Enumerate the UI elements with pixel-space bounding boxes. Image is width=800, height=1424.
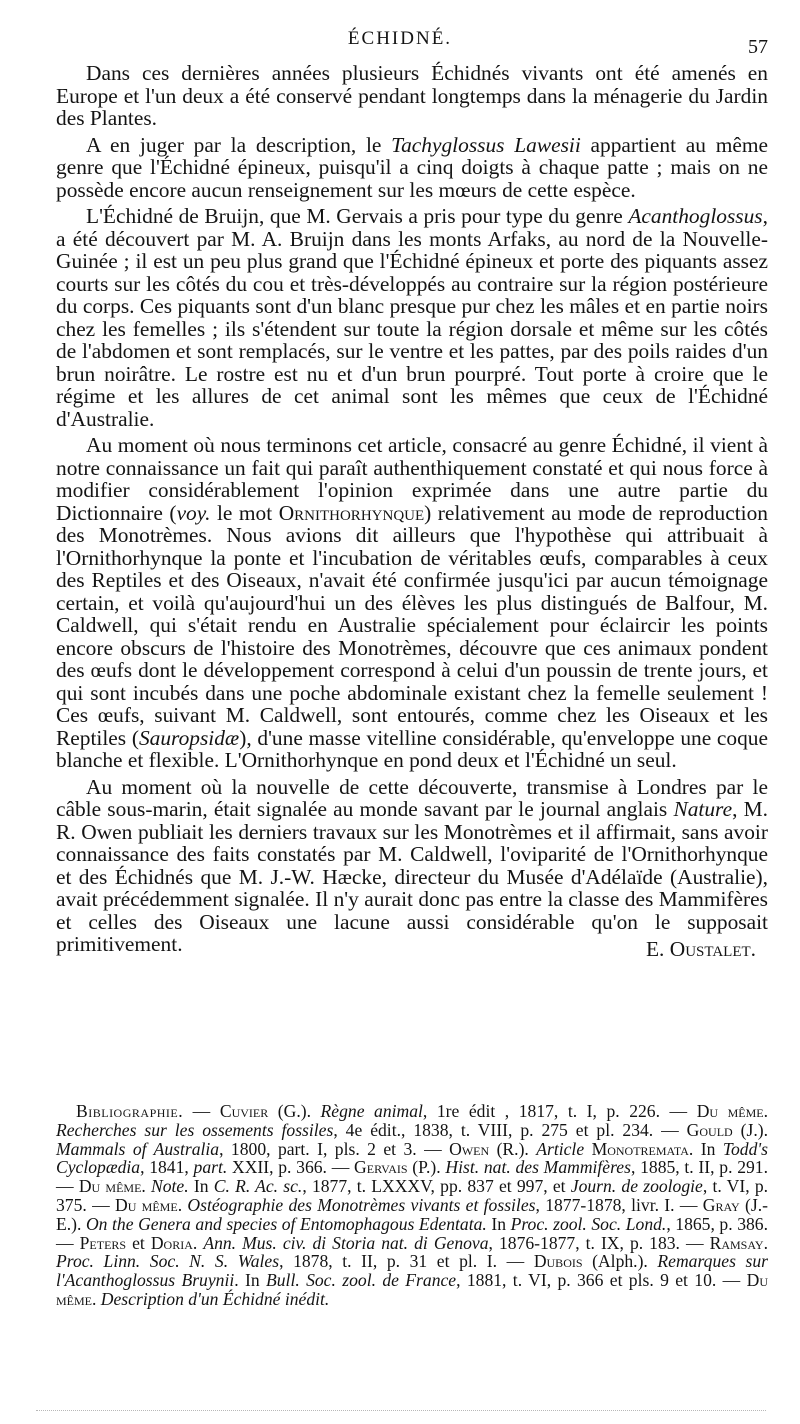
paragraph: Au moment où la nouvelle de cette découverte, transmise à Londres par le câble sous-marin, était signalée au monde savant par le journal anglais Nature, M. R. Owen publiait les derniers travaux sur les Monotrèmes et il affirmait, sans avoir connaissance des faits constatés par M. Caldwell, l'oviparité de l'Ornithorhynque et des Échidnés que M. J.-W. Hæcke, directeur du Musée d'Adélaïde (Australie), avait précédemment signalée. Il n'y aurait donc pas entre la classe des Mammifères et celles des Oiseaux une lacune aussi considérable qu'on le supposait primitivement.: [56, 774, 768, 956]
paragraph: Dans ces dernières années plusieurs Échidnés vivants ont été amenés en Europe et l'un deux a été conservé pendant longtemps dans la ménagerie du Jardin des Plantes.: [56, 61, 768, 130]
page-number: 57: [748, 36, 768, 58]
author-signature: E. Oustalet.: [645, 936, 756, 961]
bibliography-label: Bibliographie.: [76, 1101, 184, 1121]
footer-dotted-rule: [36, 1410, 766, 1412]
paragraph: A en juger par la description, le Tachyglossus Lawesii appartient au même genre que l'Échidné épineux, puisqu'il a cinq doigts à chaque patte ; mais on ne possède encore aucun renseignement sur les mœurs de cette espèce.: [56, 132, 768, 202]
paragraph: Au moment où nous terminons cet article, consacré au genre Échidné, il vient à notre connaissance un fait qui paraît authenthiquement constaté et qui nous force à modifier considérablement l'opinion exprimée dans une autre partie du Dictionnaire (voy. le mot Ornithorhynque) relativement au mode de reproduction des Monotrèmes. Nous avions dit ailleurs que l'hypothèse qui attribuait à l'Ornithorhynque la ponte et l'incubation de véritables œufs, comparables à ceux des Reptiles et des Oiseaux, n'avait été confirmée jusqu'ici par aucun témoignage certain, et voilà qu'aujourd'hui un des élèves les plus distingués de Balfour, M. Caldwell, qui s'était rendu en Australie spécialement pour éclaircir les points encore obscurs de l'histoire des Monotrèmes, découvre que ces animaux pondent des œufs dont le développement correspond à celui d'un poussin de trente jours, et qui sont incubés dans une poche abdominale existant chez la femelle seulement ! Ces œufs, suivant M. Caldwell, sont entourés, comme chez les Oiseaux et les Reptiles (Sauropsidæ), d'une masse vitelline considérable, qu'enveloppe une coque blanche et flexible. L'Ornithorhynque en pond deux et l'Échidné un seul.: [56, 433, 768, 772]
bibliography: Bibliographie. — Cuvier (G.). Règne animal, 1re édit , 1817, t. I, p. 226. — Du même. Recherches sur les ossements fossiles, 4e édit., 1838, t. VIII, p. 275 et pl. 234. — Gould (J.). Mammals of Australia, 1800, part. I, pls. 2 et 3. — Owen (R.). Article Monotremata. In Todd's Cyclopædia, 1841, part. XXII, p. 366. — Gervais (P.). Hist. nat. des Mammifères, 1885, t. II, p. 291. — Du même. Note. In C. R. Ac. sc., 1877, t. LXXXV, pp. 837 et 997, et Journ. de zoologie, t. VI, p. 375. — Du même. Ostéographie des Monotrèmes vivants et fossiles, 1877-1878, livr. I. — Gray (J.-E.). On the Genera and species of Entomophagous Edentata. In Proc. zool. Soc. Lond., 1865, p. 386. — Peters et Doria. Ann. Mus. civ. di Storia nat. di Genova, 1876-1877, t. IX, p. 183. — Ramsay. Proc. Linn. Soc. N. S. Wales, 1878, t. II, p. 31 et pl. I. — Dubois (Alph.). Remarques sur l'Acanthoglossus Bruynii. In Bull. Soc. zool. de France, 1881, t. VI, p. 366 et pls. 9 et 10. — Du même. Description d'un Échidné inédit.: [56, 1101, 769, 1309]
article-body: [56, 62, 768, 960]
running-title: ÉCHIDNÉ.: [347, 28, 453, 49]
paragraph: L'Échidné de Bruijn, que M. Gervais a pris pour type du genre Acanthoglossus, a été découvert par M. A. Bruijn dans les monts Arfaks, au nord de la Nouvelle-Guinée ; il est un peu plus grand que l'Échidné épineux et porte des piquants assez courts sur les côtés du cou et très-développés au contraire sur la région postérieure du corps. Ces piquants sont d'un blanc presque pur chez les mâles et en partie noirs chez les femelles ; ils s'étendent sur toute la région dorsale et même sur les côtés de l'abdomen et sont remplacés, sur le ventre et les pattes, par des poils raides d'un brun noirâtre. Le rostre est nu et d'un brun pourpré. Tout porte à croire que le régime et les allures de cet animal sont les mêmes que ceux de l'Échidné d'Australie.: [56, 204, 768, 431]
